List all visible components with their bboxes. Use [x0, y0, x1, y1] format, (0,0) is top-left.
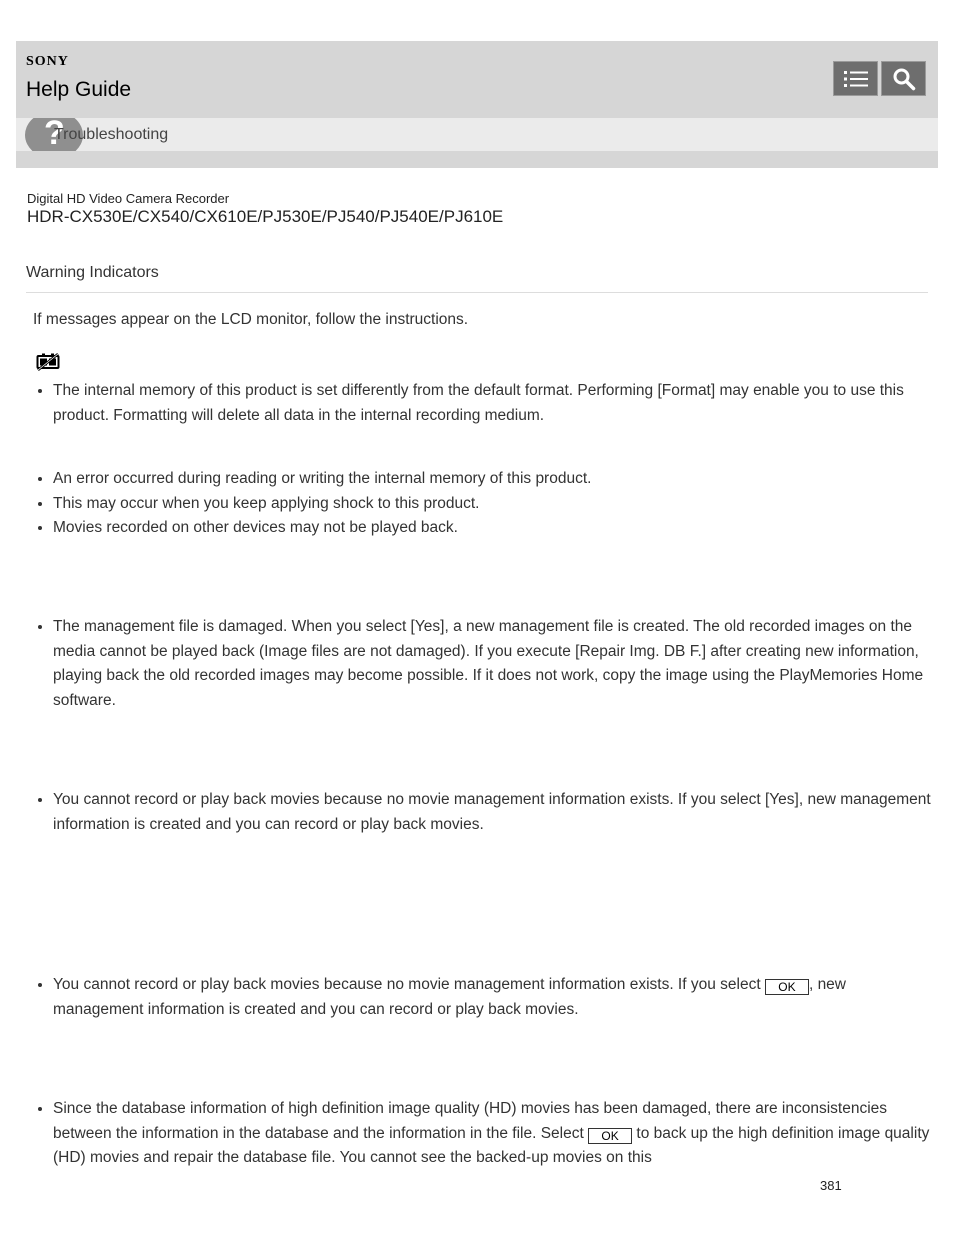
intro-text: If messages appear on the LCD monitor, follow the instructions.: [33, 311, 469, 328]
list-icon: [843, 68, 869, 90]
product-type: Digital HD Video Camera Recorder: [27, 191, 230, 206]
header: [16, 41, 938, 118]
list-item: • An error occurred during reading or writing the internal memory of this product.: [53, 467, 933, 492]
question-mark-glyph: ?: [44, 118, 65, 151]
list-item: • The internal memory of this product is set differently from the default format. Performing [Format] may enable you to use this product. Formatting will delete all data in the internal recording medium.: [53, 379, 933, 428]
section-6-list: [33, 1097, 933, 1171]
search-button[interactable]: [881, 61, 926, 96]
text-before-ok: Since the database information of high definition image quality (HD) movies has been damaged, there are inconsistencies between the information in the database and the information in the file. Select: [53, 1100, 888, 1142]
section-5-list: [33, 973, 933, 1022]
help-guide-title: Help Guide: [26, 78, 132, 101]
list-item: • You cannot record or play back movies because no movie management information exists. If you select [Yes], new management information is created and you can record or play back movies.: [53, 788, 933, 837]
ok-button-icon: OK: [588, 1128, 632, 1144]
breadcrumb: [16, 118, 938, 151]
page-number: 381: [820, 1178, 842, 1193]
list-item: • Movies recorded on other devices may not be played back.: [53, 516, 933, 541]
list-item: [53, 1097, 933, 1171]
list-item: [53, 973, 933, 1022]
breadcrumb-bar: [16, 151, 938, 168]
section-2-list: [33, 467, 933, 541]
section-1-list: [33, 379, 933, 428]
breadcrumb-troubleshooting[interactable]: Troubleshooting: [54, 126, 169, 143]
text-after-ok: to back up the high definition image quality (HD) movies and repair the database file. You cannot see the backed-up movies on this: [53, 1124, 930, 1166]
internal-memory-warning-icon: [36, 353, 60, 376]
divider: [26, 292, 928, 293]
contents-list-button[interactable]: [833, 61, 878, 96]
section-3-list: [33, 615, 933, 713]
page-title: Warning Indicators: [26, 264, 159, 281]
model-list: HDR-CX530E/CX540/CX610E/PJ530E/PJ540/PJ540E/PJ610E: [27, 207, 504, 226]
brand-logo: SONY: [26, 54, 69, 69]
text-before-ok: You cannot record or play back movies because no movie management information exists. If you select: [53, 976, 765, 993]
list-item: • The management file is damaged. When you select [Yes], a new management file is created. The old recorded images on the media cannot be played back (Image files are not damaged). If you execute [Repair Img. DB F.] after creating new information, playing back the old recorded images may become possible. If it does not work, copy the image using the PlayMemories Home software.: [53, 615, 933, 713]
section-4-list: [33, 788, 933, 837]
list-item: • This may occur when you keep applying shock to this product.: [53, 492, 933, 517]
search-icon: [892, 67, 916, 91]
ok-button-icon: OK: [765, 979, 809, 995]
text-after-ok: , new management information is created and you can record or play back movies.: [53, 976, 847, 1018]
